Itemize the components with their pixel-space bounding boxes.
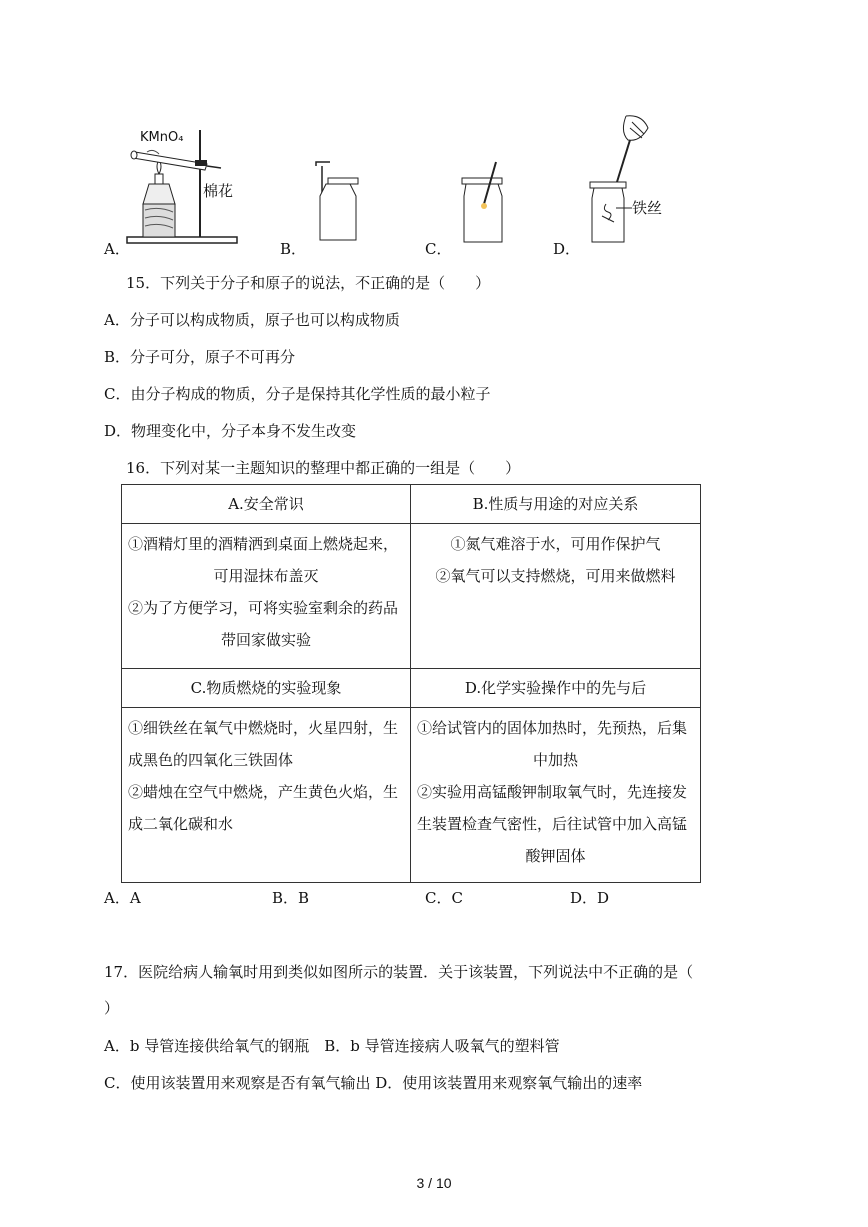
c-line-4: 成二氧化碳和水 bbox=[128, 815, 234, 833]
q14-option-c[interactable]: C． bbox=[425, 240, 452, 258]
label-kmno4: KMnO₄ bbox=[140, 130, 184, 145]
d-line-5: 酸钾固体 bbox=[525, 847, 586, 865]
q16-stem: 16．下列对某一主题知识的整理中都正确的一组是（ ） bbox=[126, 459, 521, 477]
label-iron-wire: 铁丝 bbox=[632, 199, 663, 217]
page-number: 3 / 10 bbox=[416, 1175, 452, 1191]
c-line-3: ②蜡烛在空气中燃烧，产生黄色火焰，生 bbox=[128, 783, 399, 801]
c-line-1: ①细铁丝在氧气中燃烧时，火星四射，生 bbox=[128, 719, 399, 737]
a-line-4: 带回家做实验 bbox=[220, 631, 311, 649]
q15-stem: 15．下列关于分子和原子的说法，不正确的是（ ） bbox=[126, 274, 491, 292]
table-head-c: C.物质燃烧的实验现象 bbox=[122, 669, 411, 708]
figure-d-iron-wire-burning bbox=[588, 112, 663, 247]
q17-stem-line2: ） bbox=[104, 999, 120, 1017]
table-cell-d bbox=[411, 708, 701, 883]
q15-option-d[interactable]: D．物理变化中，分子本身不发生改变 bbox=[104, 422, 357, 440]
q17-options-line1[interactable]: A．b 导管连接供给氧气的钢瓶 B．b 导管连接病人吸氧气的塑料管 bbox=[104, 1037, 560, 1055]
table-cell-c bbox=[122, 708, 411, 883]
d-line-1: ①给试管内的固体加热时，先预热，后集 bbox=[417, 719, 688, 737]
q16-option-b[interactable]: B．B bbox=[272, 889, 310, 907]
q17-options-line2[interactable]: C．使用该装置用来观察是否有氧气输出 D．使用该装置用来观察氧气输出的速率 bbox=[104, 1074, 643, 1092]
table-cell-b bbox=[411, 524, 701, 669]
q15-option-c[interactable]: C．由分子构成的物质，分子是保持其化学性质的最小粒子 bbox=[104, 385, 491, 403]
figure-b-gas-bottle bbox=[312, 160, 362, 245]
b-line-2: ②氧气可以支持燃烧，可用来做燃料 bbox=[435, 567, 676, 585]
q15-option-b[interactable]: B．分子可分，原子不可再分 bbox=[104, 348, 296, 366]
d-line-3: ②实验用高锰酸钾制取氧气时，先连接发 bbox=[417, 783, 688, 801]
q15-option-a[interactable]: A．分子可以构成物质，原子也可以构成物质 bbox=[104, 311, 400, 329]
table-head-a: A.安全常识 bbox=[122, 485, 411, 524]
table-cell-a bbox=[122, 524, 411, 669]
figure-c-bottle-with-stick bbox=[458, 160, 508, 245]
label-cotton: 棉花 bbox=[203, 182, 234, 200]
q14-option-b[interactable]: B． bbox=[280, 240, 307, 258]
a-line-1: ①酒精灯里的酒精洒到桌面上燃烧起来， bbox=[128, 535, 399, 553]
q14-option-a[interactable]: A． bbox=[104, 240, 130, 258]
q16-option-a[interactable]: A．A bbox=[104, 889, 141, 907]
q16-option-d[interactable]: D．D bbox=[570, 889, 610, 907]
c-line-2: 成黑色的四氧化三铁固体 bbox=[128, 751, 294, 769]
q17-stem-line1: 17．医院给病人输氧时用到类似如图所示的装置．关于该装置，下列说法中不正确的是（ bbox=[104, 963, 694, 981]
d-line-2: 中加热 bbox=[532, 751, 578, 769]
table-head-d: D.化学实验操作中的先与后 bbox=[411, 669, 701, 708]
q16-knowledge-table bbox=[121, 484, 701, 883]
q14-option-d[interactable]: D． bbox=[553, 240, 581, 258]
q16-option-c[interactable]: C．C bbox=[425, 889, 463, 907]
table-head-b: B.性质与用途的对应关系 bbox=[411, 485, 701, 524]
a-line-3: ②为了方便学习，可将实验室剩余的药品 bbox=[128, 599, 399, 617]
a-line-2: 可用湿抹布盖灭 bbox=[213, 567, 319, 585]
b-line-1: ①氮气难溶于水，可用作保护气 bbox=[450, 535, 661, 553]
d-line-4: 生装置检查气密性，后往试管中加入高锰 bbox=[417, 815, 688, 833]
